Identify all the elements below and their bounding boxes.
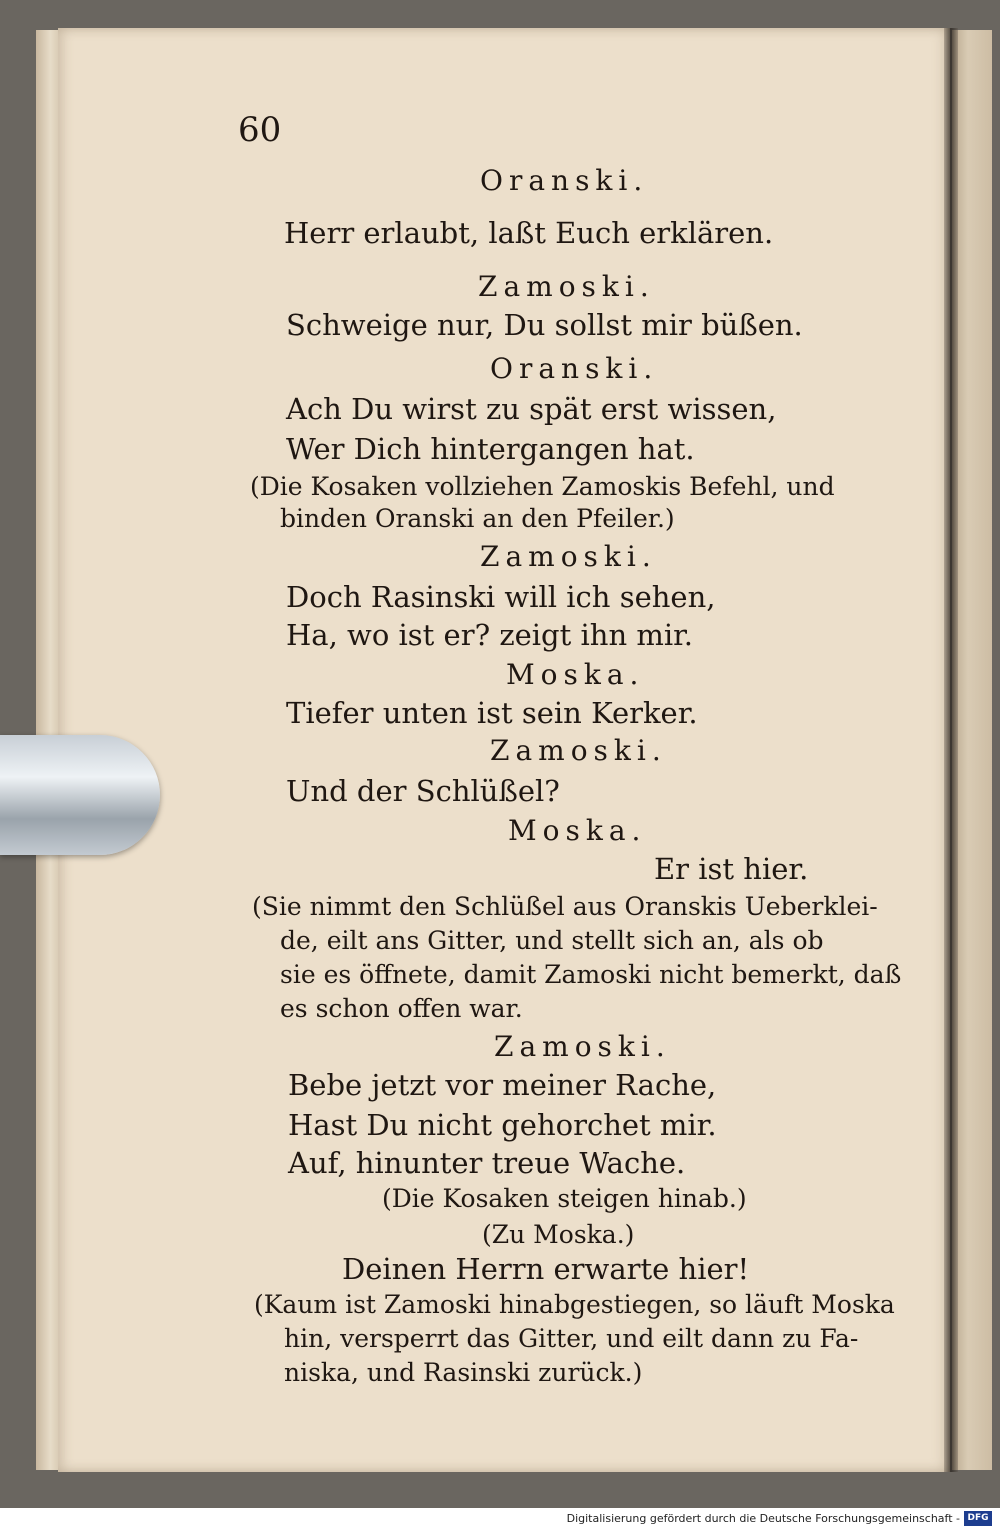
stage-direction: es schon offen war. — [280, 994, 523, 1023]
stage-direction: de, eilt ans Gitter, und stellt sich an, als ob — [280, 926, 824, 955]
verse-line: Deinen Herrn erwarte hier! — [342, 1252, 750, 1286]
verse-line: Tiefer unten ist sein Kerker. — [286, 696, 698, 730]
stage-direction: (Die Kosaken steigen hinab.) — [382, 1184, 747, 1213]
speaker-name: Zamoski. — [490, 734, 667, 767]
speaker-name: Zamoski. — [480, 540, 657, 573]
speaker-name: Moska. — [506, 658, 645, 691]
speaker-name: Moska. — [508, 814, 647, 847]
verse-line: Hast Du nicht gehorchet mir. — [288, 1108, 717, 1142]
speaker-name: Oranski. — [480, 164, 649, 197]
speaker-name: Zamoski. — [478, 270, 655, 303]
stage-direction: (Zu Moska.) — [482, 1220, 635, 1249]
verse-line: Auf, hinunter treue Wache. — [288, 1146, 686, 1180]
stage-direction: niska, und Rasinski zurück.) — [284, 1358, 643, 1387]
speaker-name: Zamoski. — [494, 1030, 671, 1063]
verse-line: Schweige nur, Du sollst mir büßen. — [286, 308, 803, 342]
stage-direction: (Sie nimmt den Schlüßel aus Oranskis Ueberklei- — [252, 892, 878, 921]
page-number: 60 — [238, 110, 282, 150]
book-gutter — [944, 28, 958, 1472]
stage-direction: (Kaum ist Zamoski hinabgestiegen, so läuft Moska — [254, 1290, 895, 1319]
verse-line: Und der Schlüßel? — [286, 774, 560, 808]
stage-direction: sie es öffnete, damit Zamoski nicht bemerkt, daß — [280, 960, 902, 989]
verse-line: Ach Du wirst zu spät erst wissen, — [286, 392, 777, 426]
facing-page-edge — [952, 30, 992, 1470]
stage-direction: hin, versperrt das Gitter, und eilt dann zu Fa- — [284, 1324, 859, 1353]
verse-line: Doch Rasinski will ich sehen, — [286, 580, 716, 614]
verse-line: Bebe jetzt vor meiner Rache, — [288, 1068, 717, 1102]
dfg-logo: DFG — [964, 1511, 992, 1526]
verse-line: Wer Dich hintergangen hat. — [286, 432, 695, 466]
speaker-name: Oranski. — [490, 352, 659, 385]
verse-line: Er ist hier. — [654, 852, 809, 886]
stage-direction: binden Oranski an den Pfeiler.) — [280, 504, 675, 533]
verse-line: Herr erlaubt, laßt Euch erklären. — [284, 216, 774, 250]
verse-line: Ha, wo ist er? zeigt ihn mir. — [286, 618, 694, 652]
page-clip — [0, 735, 160, 855]
footer-credit: Digitalisierung gefördert durch die Deutsche Forschungsgemeinschaft - — [566, 1512, 960, 1525]
book-page — [58, 28, 950, 1472]
stage-direction: (Die Kosaken vollziehen Zamoskis Befehl, und — [250, 472, 835, 501]
footer-bar — [0, 1508, 1000, 1530]
